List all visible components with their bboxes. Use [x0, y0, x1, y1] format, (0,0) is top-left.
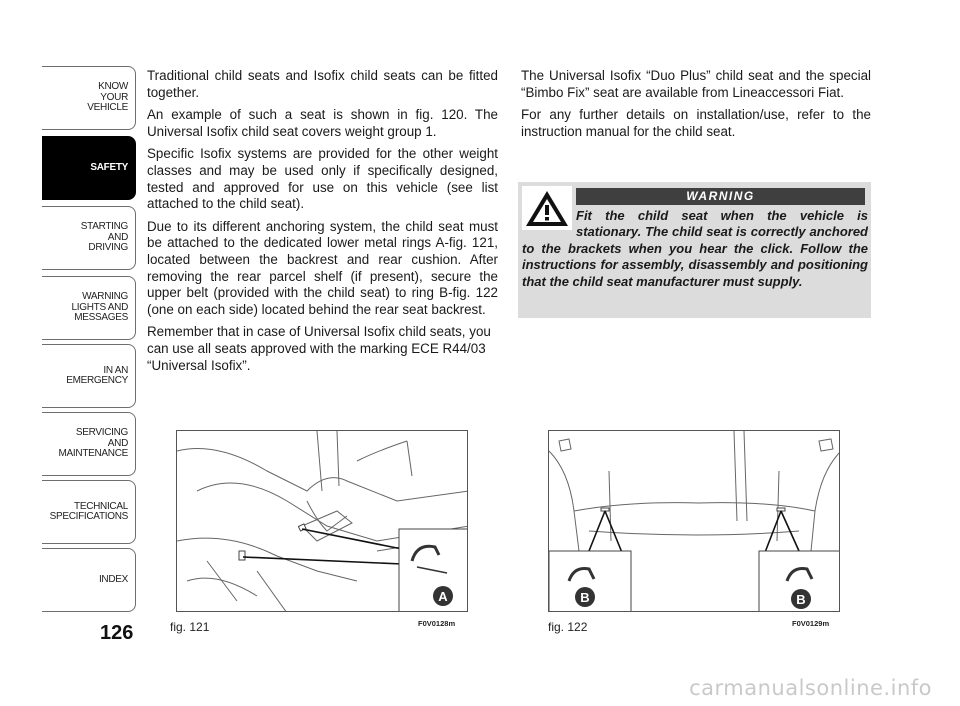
- tab-servicing-and-maintenance[interactable]: SERVICING AND MAINTENANCE: [42, 412, 136, 476]
- figure-121-code: F0V0128m: [418, 619, 456, 628]
- callout-b-right: B: [796, 592, 806, 607]
- paragraph: Traditional child seats and Isofix child seats can be fitted together.: [147, 68, 498, 100]
- tab-index[interactable]: INDEX: [42, 548, 136, 612]
- paragraph: For any further details on installation/use, refer to the instruction manual for the child seat.: [521, 107, 871, 139]
- figure-121-label: fig. 121: [170, 620, 210, 634]
- figure-122-label: fig. 122: [548, 620, 588, 634]
- paragraph: Remember that in case of Universal Isofix child seats, you can use all seats approved with the marking ECE R44/03 “Universal Isofix”.: [147, 324, 491, 373]
- callout-b-left: B: [580, 590, 590, 605]
- tab-starting-and-driving[interactable]: STARTING AND DRIVING: [42, 206, 136, 270]
- callout-a: A: [438, 589, 448, 604]
- right-text-column: [521, 68, 871, 146]
- paragraph: Due to its different anchoring system, the child seat must be attached to the dedicated lower metal rings A-fig. 121, located between the backrest and rear cushion. After removing the rear parcel shelf (if present), secure the upper belt (provided with the child seat) to ring B-fig. 122 (one on each side) located behind the rear seat backrest.: [147, 218, 498, 317]
- watermark: carmanualsonline.info: [689, 676, 932, 700]
- tab-in-an-emergency[interactable]: IN AN EMERGENCY: [42, 344, 136, 408]
- paragraph: An example of such a seat is shown in fig. 120. The Universal Isofix child seat covers weight group 1.: [147, 107, 498, 139]
- figure-121-isofix-rings: [176, 430, 468, 612]
- page-number: 126: [100, 622, 134, 644]
- warning-text: Fit the child seat when the vehicle is stationary. The child seat is correctly anchored to the brackets when you hear the click. Follow the instructions for assembly, disassembly and positioning that the child seat manufacturer must supply.: [522, 208, 868, 289]
- tab-know-your-vehicle[interactable]: KNOW YOUR VEHICLE: [42, 66, 136, 130]
- figure-122-top-tether-rings: [548, 430, 840, 612]
- seat-illustration-b: [549, 431, 840, 612]
- tab-technical-specifications[interactable]: TECHNICAL SPECIFICATIONS: [42, 480, 136, 544]
- left-text-column: [147, 68, 498, 380]
- figure-122-code: F0V0129m: [792, 619, 830, 628]
- seat-illustration-a: [177, 431, 468, 612]
- tab-warning-lights-and-messages[interactable]: WARNING LIGHTS AND MESSAGES: [42, 276, 136, 340]
- paragraph: The Universal Isofix “Duo Plus” child seat and the special “Bimbo Fix” seat are available from Lineaccessori Fiat.: [521, 68, 871, 100]
- warning-box: [518, 182, 871, 318]
- warning-title: WARNING: [576, 188, 865, 205]
- paragraph: Specific Isofix systems are provided for the other weight classes and may be used only if specifically designed, tested and approved for use on this vehicle (see list attached to the child seat).: [147, 146, 498, 212]
- tab-safety[interactable]: SAFETY: [42, 136, 136, 200]
